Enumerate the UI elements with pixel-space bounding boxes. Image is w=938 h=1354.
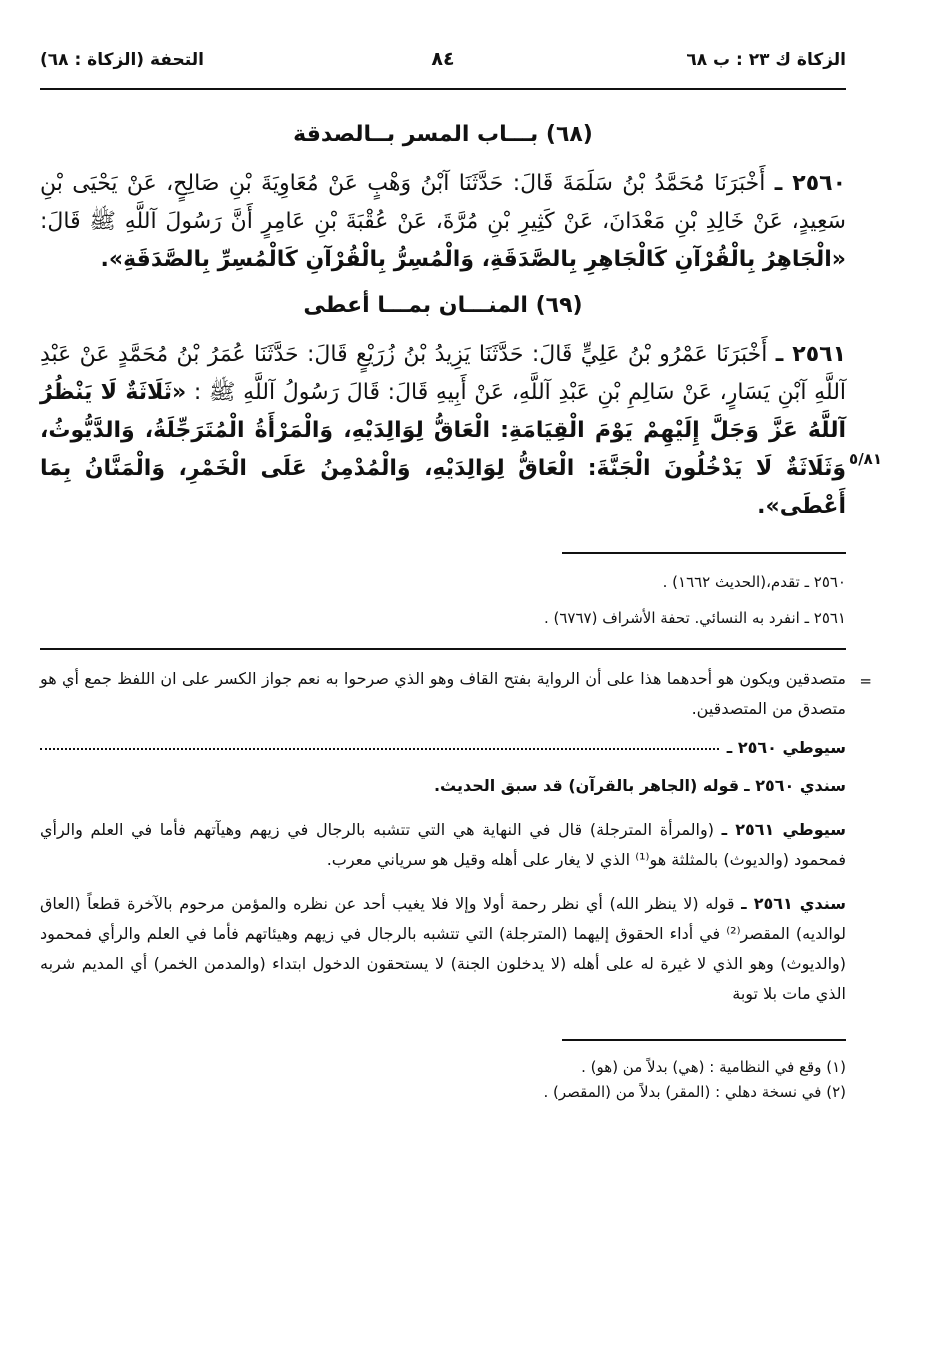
dotted-leader [40,747,719,750]
hadith-text [40,165,846,279]
page-number: ٨٤ [431,48,455,70]
chapter-title-68: (٦٨) بـــاب المسر بــالصدقة [293,122,593,147]
suyuti-2560-entry [40,738,846,757]
hadith-isnad: أَخْبَرَنَا عَمْرُو بْنُ عَلِيٍّ قَالَ: حَدَّثَنَا يَزِيدُ بْنُ زُرَيْعٍ قَالَ: حَدَّثَنَا عُمَرُ بْنُ مُحَمَّدٍ عَنْ عَبْدِ آللَّهِ آبْنِ يَسَارٍ، عَنْ سَالِمِ بْنِ عَبْدِ آللَّهِ، عَنْ أَبِيهِ قَالَ: قَالَ رَسُولُ آللَّهِ ﷺ : [40,342,847,405]
commentary-continuation [40,664,872,724]
header-tuhfa-ref: التحفة (الزكاة : ٦٨) [40,50,204,70]
commentary-author: سيوطي ٢٥٦٠ ـ [726,738,846,757]
commentary-text: قوله (لا ينظر الله) أي نظر رحمة أولا وإلا فلا يغيب أحد عن نظره والمؤمن مرحوم بالآخرة قطعاً (العاق لوالديه) المقصر⁽²⁾ في أداء الحقوق إليهما (المترجلة) التي تتشبه بالرجال في زيهم وهيئاتهم فأما في العلم والرأي فمحمود (والديوث) وهو الذي لا غيرة له على أهله (لا يدخلون الجنة) لا يستحقون الدخول ابتداء (والمدمن الخمر) أي المديم شربه الذي مات بلا توبة [40,894,847,1003]
hadith-matn: «ثَلَاثَةٌ لَا يَنْظُرُ آللَّهُ عَزَّ وَجَلَّ إِلَيْهِمْ يَوْمَ الْقِيَامَةِ: الْعَاقُّ لِوَالِدَيْهِ، وَالْمَرْأَةُ الْمُتَرَجِّلَةُ، وَالدَّيُّوثُ، وَثَلَاثَةٌ لَا يَدْخُلُونَ الْجَنَّةَ: الْعَاقُّ لِوَالِدَيْهِ، وَالْمُدْمِنُ عَلَى الْخَمْرِ، وَالْمَنَّانُ بِمَا أَعْطَى». [40,380,846,519]
footnotes-divider [562,1039,846,1041]
hadith-number: ٢٥٦١ ـ [775,342,847,367]
commentary-text: متصدقين ويكون هو أحدهما هذا على أن الرواية بفتح القاف وهو الذي صرحوا به نعم جواز الكسر على ان اللفظ جمع أي هو متصدق من المتصدقين. [40,669,846,718]
header-chapter-ref: الزكاة ك ٢٣ : ب ٦٨ [686,50,846,70]
sindi-2560-entry [40,771,846,801]
hadith-isnad: أَخْبَرَنَا مُحَمَّدُ بْنُ سَلَمَةَ قَالَ: حَدَّثَنَا آبْنُ وَهْبٍ عَنْ مُعَاوِيَةَ بْنِ صَالِحٍ، عَنْ يَحْيَى بْنِ سَعِيدٍ، عَنْ خَالِدِ بْنِ مَعْدَانَ، عَنْ كَثِيرِ بْنِ مُرَّةَ، عَنْ عُقْبَةَ بْنِ عَامِرٍ أَنَّ رَسُولَ آللَّهِ ﷺ قَالَ: [40,171,846,234]
commentary-text: (والمرأة المترجلة) قال في النهاية هي التي تتشبه بالرجال في زيهم وهيآتهم فأما في العلم والرأي فمحمود (والديوث) بالمثلثة هو⁽¹⁾ الذي لا يغار على أهله وقيل هو سرياني معرب. [40,820,846,869]
margin-reference: ٥/٨١ [849,450,882,468]
references-divider [562,552,846,554]
hadith-2561 [40,336,882,526]
hadith-2560 [40,165,846,279]
running-header [40,30,846,90]
suyuti-2561-entry [40,815,846,875]
hadith-matn: «الْجَاهِرُ بِالْقُرْآنِ كَالْجَاهِرِ بِالصَّدَقَةِ، وَالْمُسِرُّ بِالْقُرْآنِ كَالْمُسِرِّ بِالصَّدَقَةِ». [100,247,846,272]
hadith-number: ٢٥٦٠ ـ [774,171,847,196]
commentary-text: قوله (الجاهر بالقرآن) قد سبق الحديث. [433,776,740,795]
chapter-title-69: (٦٩) المنـــان بمـــا أعطى [303,293,583,318]
continuation-mark: = [859,672,872,690]
commentary-author: سيوطي ٢٥٦١ ـ [721,820,847,839]
reference-2561: ٢٥٦١ ـ انفرد به النسائي. تحفة الأشراف (٦٧٦٧) . [543,609,846,627]
commentary-author: سندي ٢٥٦١ ـ [741,894,846,913]
reference-2560: ٢٥٦٠ ـ تقدم،(الحديث ١٦٦٢) . [662,573,846,591]
footnote-2: (٢) في نسخة دهلي : (المقر) بدلاً من (المقصر) . [543,1083,846,1101]
book-page [40,30,882,1105]
footnote-1: (١) وقع في النظامية : (هي) بدلاً من (هو) . [581,1058,846,1076]
hadith-text [40,336,846,526]
commentary-author: سندي ٢٥٦٠ ـ [744,776,846,795]
sindi-2561-entry [40,889,846,1009]
commentary-divider [40,648,846,650]
